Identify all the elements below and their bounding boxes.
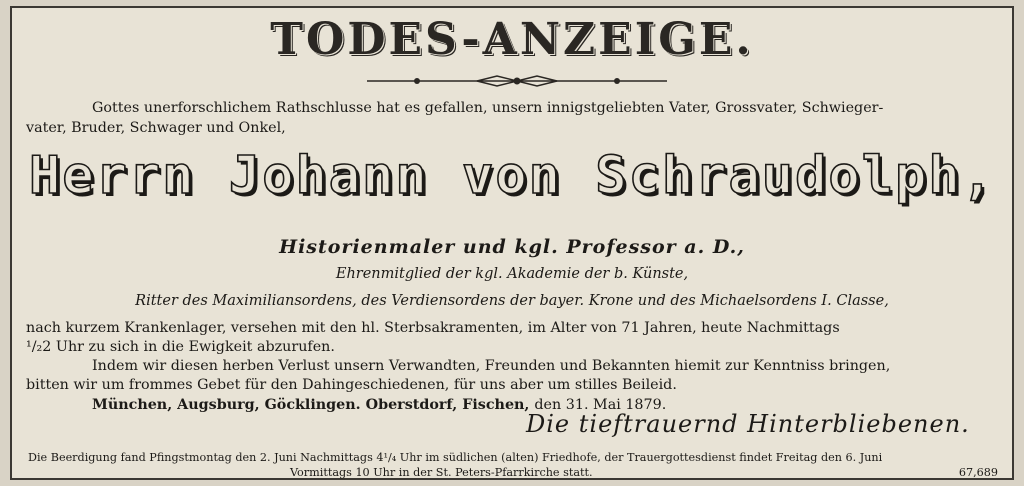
intro-line-1: Gottes unerforschlichem Rathschlusse hat es gefallen, unsern innigstgeliebten Vater, Grossvater, Schwieger- <box>92 100 884 116</box>
body-line-3: Indem wir diesen herben Verlust unsern Verwandten, Freunden und Bekannten hiemit zur Kenntniss bringen, <box>92 358 891 374</box>
places: München, Augsburg, Göcklingen. Oberstdorf, Fischen, <box>92 397 530 413</box>
body-line-1: nach kurzem Krankenlager, versehen mit den hl. Sterbsakramenten, im Alter von 71 Jahren, heute Nachmittags <box>26 320 840 336</box>
orders-of-knighthood: Ritter des Maximiliansordens, des Verdiensordens der bayer. Krone und des Michaelsordens I. Classe, <box>135 293 889 309</box>
funeral-info-line-1: Die Beerdigung fand Pfingstmontag den 2. Juni Nachmittags 4¹/₄ Uhr im südlichen (alten) Friedhofe, der Trauergottesdienst findet Freitag den 6. Juni <box>28 451 883 464</box>
signature: Die tieftrauernd Hinterbliebenen. <box>526 410 970 438</box>
notice-title: TODES-ANZEIGE. <box>270 14 754 65</box>
intro-line-2: vater, Bruder, Schwager und Onkel, <box>26 120 286 136</box>
body-line-2: ¹/₂2 Uhr zu sich in die Ewigkeit abzurufen. <box>26 339 335 355</box>
profession: Historienmaler und kgl. Professor a. D., <box>279 236 745 258</box>
date: den 31. Mai 1879. <box>534 397 667 413</box>
deceased-name: Herrn Johann von Schraudolph, <box>29 146 995 206</box>
death-notice <box>10 6 1014 480</box>
reference-number: 67,689 <box>958 466 998 479</box>
honorary-membership: Ehrenmitglied der kgl. Akademie der b. Künste, <box>335 266 689 282</box>
ornament-divider <box>367 74 667 88</box>
funeral-info-line-2: Vormittags 10 Uhr in der St. Peters-Pfarrkirche statt. <box>290 466 593 479</box>
body-line-4: bitten wir um frommes Gebet für den Dahingeschiedenen, für uns aber um stilles Beileid. <box>26 377 677 393</box>
